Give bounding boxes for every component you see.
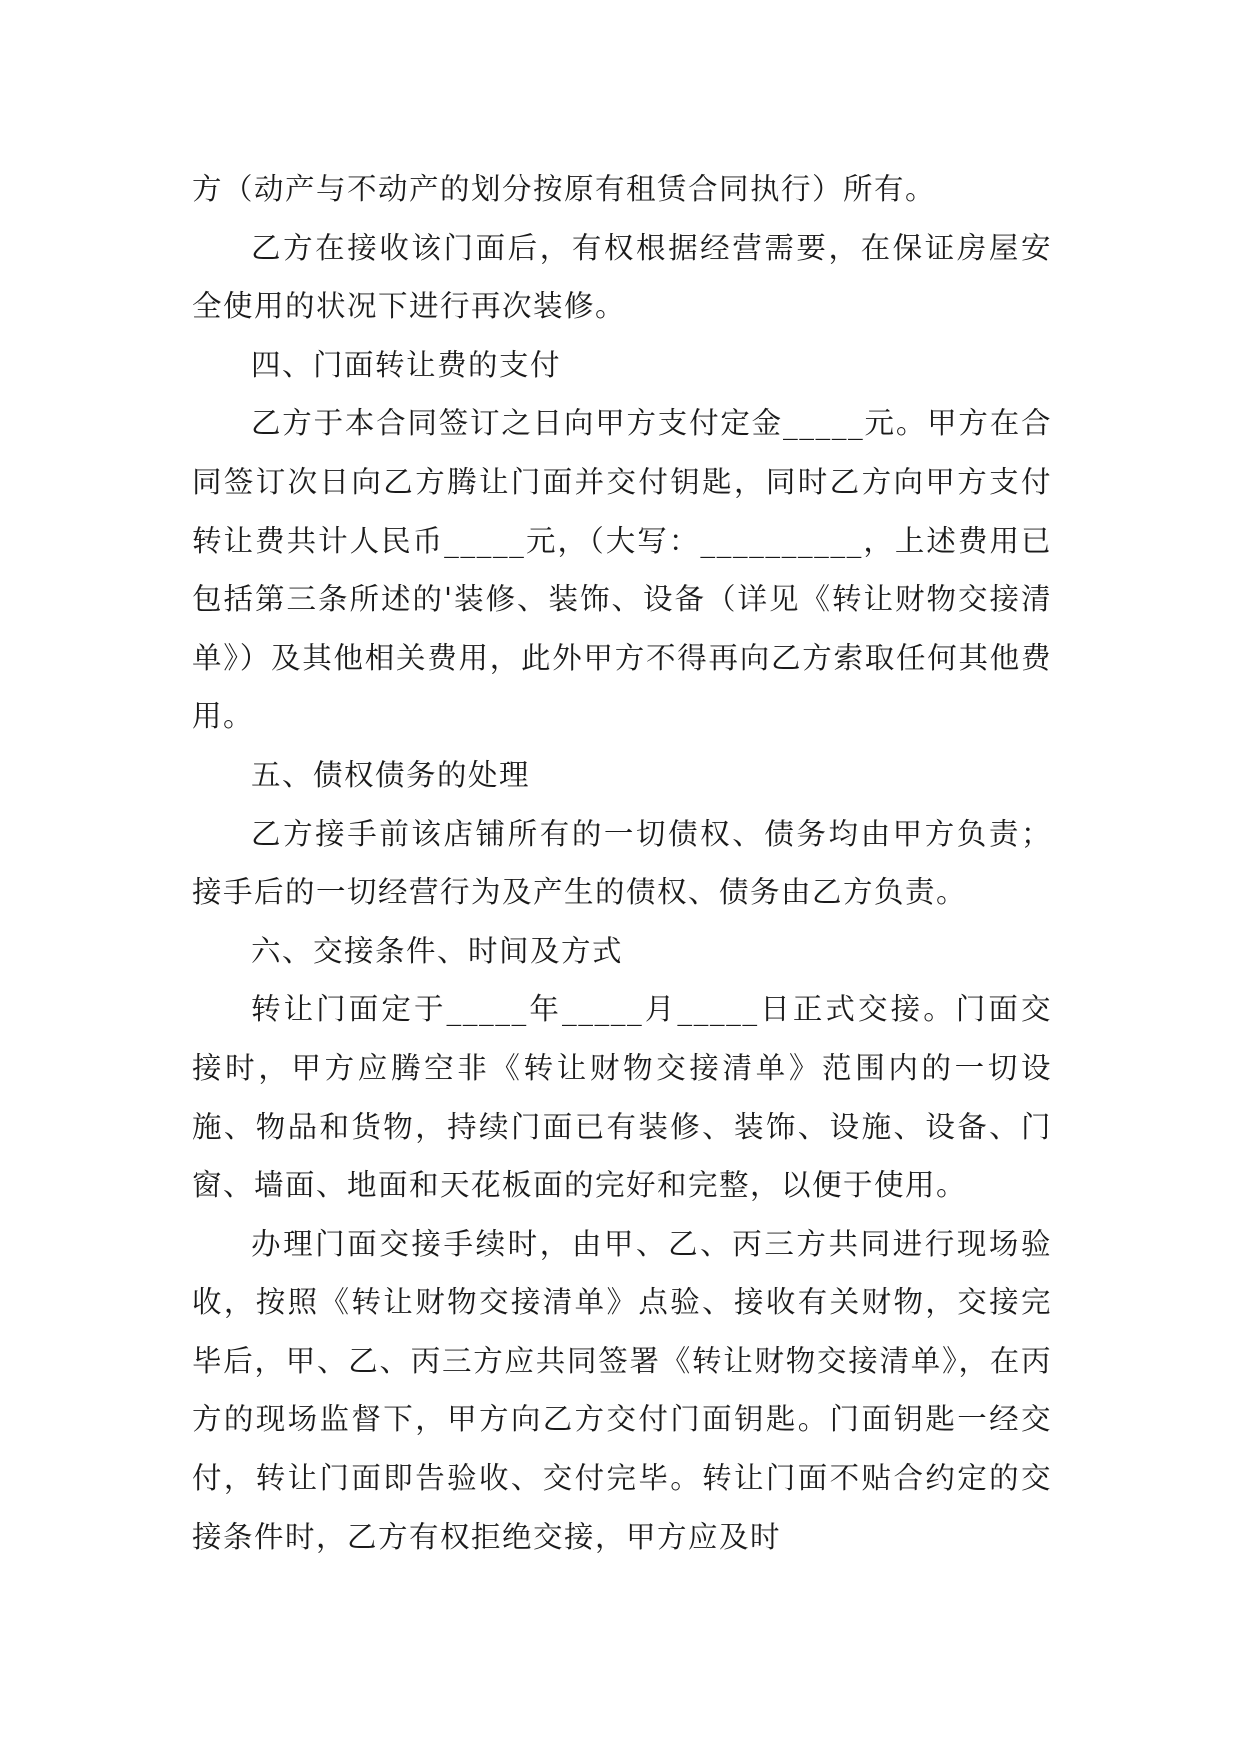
paragraph-payment: 乙方于本合同签订之日向甲方支付定金_____元。甲方在合同签订次日向乙方腾让门面并交付钥匙，同时乙方向甲方支付转让费共计人民币_____元，（大写：__________，上述费用已包括第三条所述的'装修、装饰、设备（详见《转让财物交接清单》）及其他相关费用，此外甲方不得再向乙方索取任何其他费用。	[192, 406, 1052, 734]
paragraph-handover-procedure: 办理门面交接手续时，由甲、乙、丙三方共同进行现场验收，按照《转让财物交接清单》点验、接收有关财物，交接完毕后，甲、乙、丙三方应共同签署《转让财物交接清单》，在丙方的现场监督下，甲方向乙方交付门面钥匙。门面钥匙一经交付，转让门面即告验收、交付完毕。转让门面不贴合约定的交接条件时，乙方有权拒绝交接，甲方应及时	[192, 1226, 1052, 1554]
paragraph-handover-date: 转让门面定于_____年_____月_____日正式交接。门面交接时，甲方应腾空非《转让财物交接清单》范围内的一切设施、物品和货物，持续门面已有装修、装饰、设施、设备、门窗、墙面、地面和天花板面的完好和完整，以便于使用。	[192, 992, 1052, 1203]
section-heading-5: 五、债权债务的处理	[251, 757, 531, 792]
section-heading-6: 六、交接条件、时间及方式	[251, 933, 624, 968]
section-heading-4: 四、门面转让费的支付	[251, 347, 562, 382]
paragraph-ownership-tail: 方（动产与不动产的划分按原有租赁合同执行）所有。	[192, 172, 937, 206]
document-body	[192, 160, 1052, 1566]
paragraph-renovation-right: 乙方在接收该门面后，有权根据经营需要，在保证房屋安全使用的状况下进行再次装修。	[192, 230, 1052, 324]
paragraph-debts: 乙方接手前该店铺所有的一切债权、债务均由甲方负责；接手后的一切经营行为及产生的债权、债务由乙方负责。	[192, 816, 1052, 910]
